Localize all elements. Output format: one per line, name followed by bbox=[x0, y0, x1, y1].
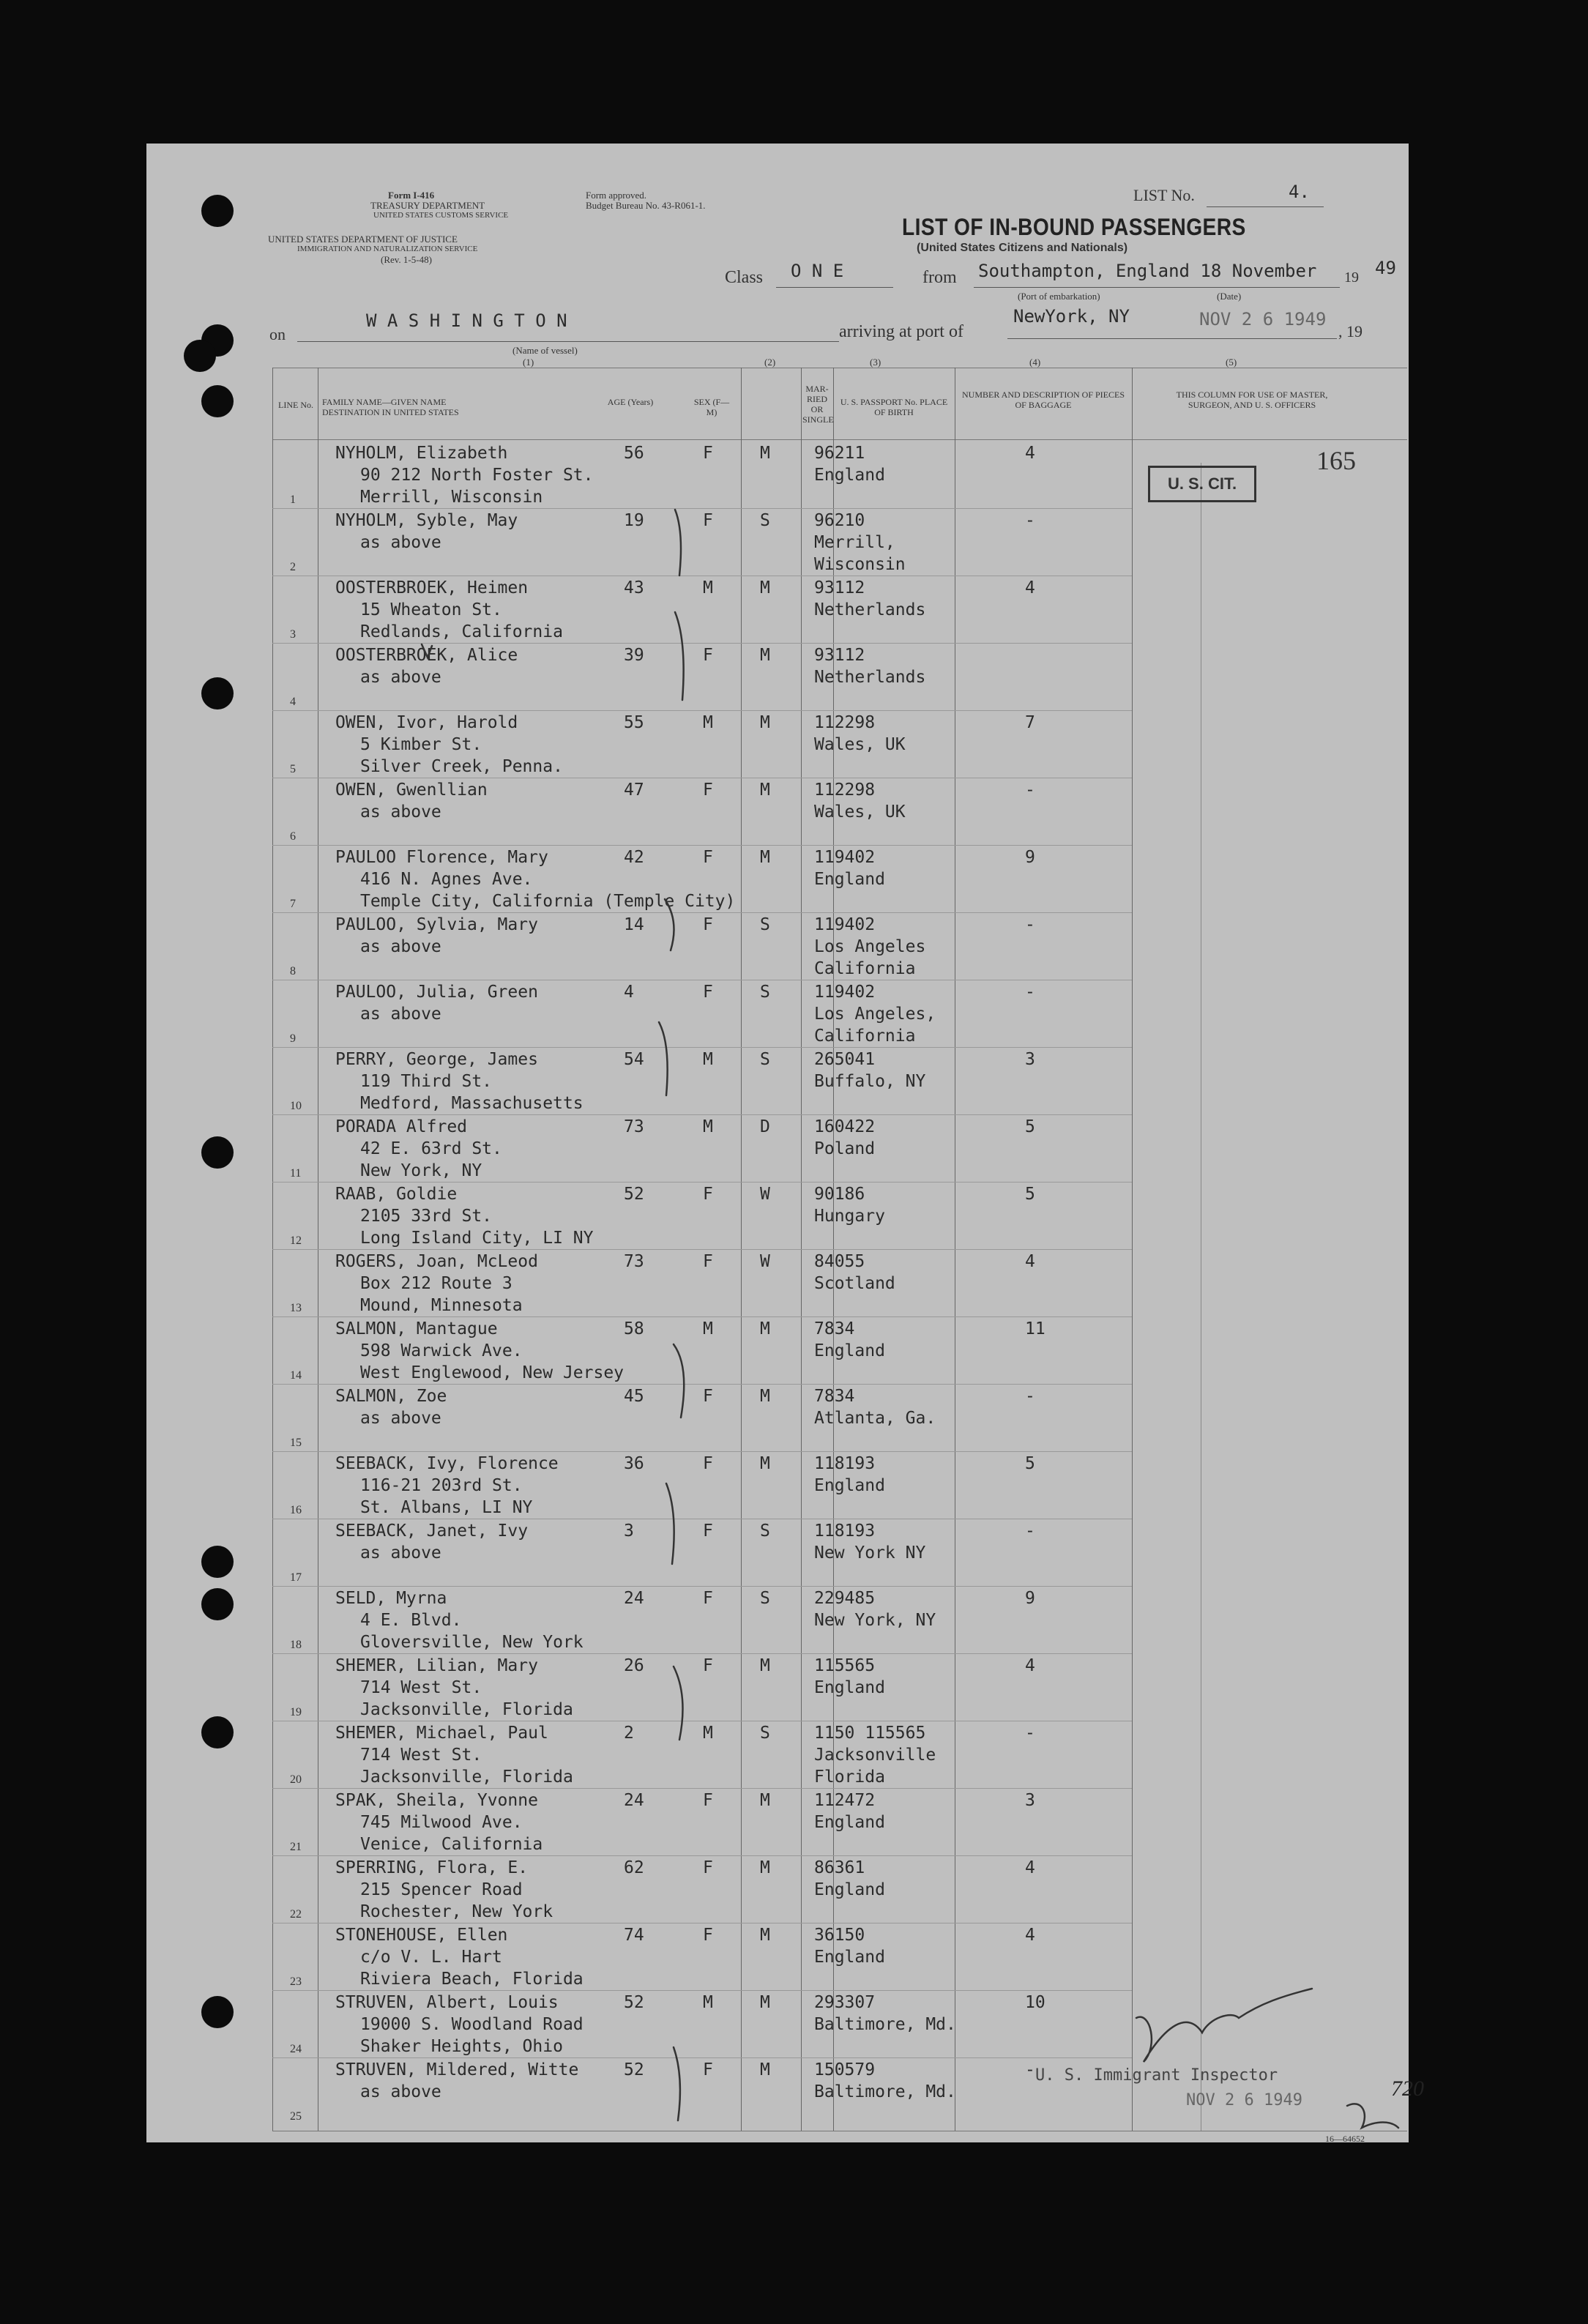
age-cell: 39 bbox=[624, 646, 644, 665]
passenger-name-line: STONEHOUSE, Ellen bbox=[335, 1926, 508, 1945]
age-cell: 45 bbox=[624, 1387, 644, 1406]
baggage-cell: - bbox=[1025, 983, 1035, 1002]
baggage-cell: - bbox=[1025, 1522, 1035, 1541]
passenger-name-line: STRUVEN, Mildered, Witte bbox=[335, 2060, 579, 2079]
line-number: 8 bbox=[290, 965, 296, 977]
passport-line: Baltimore, Md. bbox=[814, 2082, 956, 2101]
date-caption: (Date) bbox=[1217, 291, 1242, 302]
passenger-name-line: 745 Milwood Ave. bbox=[360, 1813, 523, 1832]
passenger-name-line: 2105 33rd St. bbox=[360, 1207, 493, 1226]
class-value: O N E bbox=[791, 261, 844, 281]
passenger-name-line: SALMON, Zoe bbox=[335, 1387, 447, 1406]
from-label: from bbox=[922, 268, 957, 287]
form-title: LIST OF IN-BOUND PASSENGERS bbox=[902, 214, 1246, 240]
marital-status-cell: W bbox=[760, 1185, 770, 1204]
baggage-cell: - bbox=[1025, 2060, 1035, 2079]
inspector-date-stamp: NOV 2 6 1949 bbox=[1186, 2091, 1302, 2109]
age-cell: 54 bbox=[624, 1050, 644, 1069]
marital-status-cell: M bbox=[760, 1858, 770, 1877]
passenger-name-line: as above bbox=[360, 668, 441, 687]
passenger-name-line: as above bbox=[360, 533, 441, 552]
passenger-name-line: Box 212 Route 3 bbox=[360, 1274, 512, 1293]
passenger-name-line: ROGERS, Joan, McLeod bbox=[335, 1252, 538, 1271]
sex-cell: F bbox=[703, 1252, 713, 1271]
list-number-label: LIST No. bbox=[1133, 186, 1195, 204]
col-header-age: AGE (Years) bbox=[607, 397, 654, 407]
age-cell: 62 bbox=[624, 1858, 644, 1877]
passport-line: 119402 bbox=[814, 848, 876, 867]
year-prefix: 19 bbox=[1344, 269, 1359, 286]
sex-cell: F bbox=[703, 1926, 713, 1945]
passport-line: Los Angeles bbox=[814, 937, 926, 956]
passport-line: 7834 bbox=[814, 1387, 855, 1406]
col-header-married: MAR-RIED OR SINGLE bbox=[802, 384, 834, 425]
passenger-name-line: PORADA Alfred bbox=[335, 1117, 468, 1136]
age-cell: 56 bbox=[624, 444, 644, 463]
passport-line: New York NY bbox=[814, 1543, 926, 1563]
marital-status-cell: M bbox=[760, 1319, 770, 1338]
passenger-name-line: OOSTERBROEK, Alice bbox=[335, 646, 518, 665]
line-number: 14 bbox=[290, 1369, 302, 1382]
passenger-name-line: 119 Third St. bbox=[360, 1072, 493, 1091]
line-number: 5 bbox=[290, 763, 296, 775]
passenger-name-line: Venice, California bbox=[360, 1835, 543, 1854]
passport-line: New York, NY bbox=[814, 1611, 936, 1630]
passenger-name-line: OWEN, Ivor, Harold bbox=[335, 713, 518, 732]
col-header-baggage: NUMBER AND DESCRIPTION OF PIECES OF BAGGAGE bbox=[961, 390, 1125, 410]
age-cell: 47 bbox=[624, 781, 644, 800]
marital-status-cell: S bbox=[760, 1724, 770, 1743]
vessel-name: W A S H I N G T O N bbox=[366, 310, 567, 331]
marital-status-cell: M bbox=[760, 781, 770, 800]
sex-cell: F bbox=[703, 444, 713, 463]
from-value: Southampton, England 18 November bbox=[978, 261, 1317, 281]
passenger-name-line: SELD, Myrna bbox=[335, 1589, 447, 1608]
vessel-caption: (Name of vessel) bbox=[512, 345, 578, 356]
age-cell: 19 bbox=[624, 511, 644, 530]
baggage-cell: - bbox=[1025, 1387, 1035, 1406]
marital-status-cell: M bbox=[760, 2060, 770, 2079]
passport-line: Baltimore, Md. bbox=[814, 2015, 956, 2034]
passenger-name-line: West Englewood, New Jersey bbox=[360, 1363, 625, 1382]
line-number: 18 bbox=[290, 1639, 302, 1651]
age-cell: 42 bbox=[624, 848, 644, 867]
passenger-name-line: RAAB, Goldie bbox=[335, 1185, 458, 1204]
passport-line: 86361 bbox=[814, 1858, 865, 1877]
passenger-name-line: SEEBACK, Janet, Ivy bbox=[335, 1522, 529, 1541]
passenger-name-line: 42 E. 63rd St. bbox=[360, 1139, 502, 1158]
sex-cell: F bbox=[703, 1589, 713, 1608]
age-cell: 52 bbox=[624, 2060, 644, 2079]
handwritten-count: 720 bbox=[1391, 2077, 1424, 2101]
passenger-name-line: PAULOO, Julia, Green bbox=[335, 983, 538, 1002]
baggage-cell: 4 bbox=[1025, 1858, 1035, 1877]
col-num-2: (2) bbox=[764, 357, 776, 368]
marital-status-cell: M bbox=[760, 1656, 770, 1675]
line-number: 6 bbox=[290, 830, 296, 843]
passport-line: England bbox=[814, 1341, 885, 1360]
sex-cell: M bbox=[703, 1724, 713, 1743]
passport-line: Wisconsin bbox=[814, 555, 906, 574]
passenger-name-line: as above bbox=[360, 937, 441, 956]
passport-line: 7834 bbox=[814, 1319, 855, 1338]
baggage-cell: 4 bbox=[1025, 578, 1035, 597]
form-subtitle: (United States Citizens and Nationals) bbox=[917, 242, 1128, 254]
baggage-cell: - bbox=[1025, 781, 1035, 800]
passport-line: 93112 bbox=[814, 578, 865, 597]
marital-status-cell: M bbox=[760, 646, 770, 665]
age-cell: 24 bbox=[624, 1589, 644, 1608]
col-header-passport: U. S. PASSPORT No. PLACE OF BIRTH bbox=[840, 397, 948, 417]
passport-line: 93112 bbox=[814, 646, 865, 665]
sex-cell: F bbox=[703, 1522, 713, 1541]
age-cell: 24 bbox=[624, 1791, 644, 1810]
line-number: 12 bbox=[290, 1234, 302, 1247]
line-number: 22 bbox=[290, 1908, 302, 1921]
passenger-name-line: New York, NY bbox=[360, 1161, 482, 1180]
age-cell: 3 bbox=[624, 1522, 634, 1541]
passport-line: 96211 bbox=[814, 444, 865, 463]
passenger-name-line: St. Albans, LI NY bbox=[360, 1498, 533, 1517]
passport-line: Poland bbox=[814, 1139, 876, 1158]
col-num-4: (4) bbox=[1029, 357, 1041, 368]
passenger-name-line: 714 West St. bbox=[360, 1678, 482, 1697]
baggage-cell: 4 bbox=[1025, 1926, 1035, 1945]
passport-line: 112472 bbox=[814, 1791, 876, 1810]
marital-status-cell: M bbox=[760, 848, 770, 867]
arrival-port: NewYork, NY bbox=[1013, 306, 1130, 327]
passport-line: California bbox=[814, 959, 916, 978]
form-approved: Form approved. bbox=[586, 190, 647, 201]
sex-cell: F bbox=[703, 511, 713, 530]
sex-cell: M bbox=[703, 713, 713, 732]
marital-status-cell: D bbox=[760, 1117, 770, 1136]
age-cell: 73 bbox=[624, 1117, 644, 1136]
marital-status-cell: M bbox=[760, 1791, 770, 1810]
form-number: Form I-416 bbox=[388, 190, 435, 201]
col-header-name: FAMILY NAME—GIVEN NAME DESTINATION IN UNITED STATES bbox=[322, 397, 459, 417]
passenger-name-line: PERRY, George, James bbox=[335, 1050, 538, 1069]
passenger-name-line: OWEN, Gwenllian bbox=[335, 781, 488, 800]
sex-cell: M bbox=[703, 1050, 713, 1069]
class-label: Class bbox=[725, 268, 764, 287]
line-number: 15 bbox=[290, 1437, 302, 1449]
line-number: 24 bbox=[290, 2043, 302, 2055]
passport-line: 1150 115565 bbox=[814, 1724, 926, 1743]
sex-cell: F bbox=[703, 2060, 713, 2079]
passenger-name-line: 15 Wheaton St. bbox=[360, 600, 502, 619]
passport-line: Scotland bbox=[814, 1274, 895, 1293]
passport-line: 115565 bbox=[814, 1656, 876, 1675]
passenger-name-line: Long Island City, LI NY bbox=[360, 1229, 594, 1248]
passenger-name-line: Redlands, California bbox=[360, 622, 563, 641]
passport-line: 118193 bbox=[814, 1522, 876, 1541]
passport-line: Buffalo, NY bbox=[814, 1072, 926, 1091]
passport-line: 265041 bbox=[814, 1050, 876, 1069]
baggage-cell: 3 bbox=[1025, 1791, 1035, 1810]
passport-line: 150579 bbox=[814, 2060, 876, 2079]
passport-line: 118193 bbox=[814, 1454, 876, 1473]
passenger-name-line: as above bbox=[360, 1409, 441, 1428]
arrival-date-stamp: NOV 2 6 1949 bbox=[1199, 309, 1327, 329]
marital-status-cell: S bbox=[760, 1522, 770, 1541]
baggage-cell: 9 bbox=[1025, 848, 1035, 867]
baggage-cell: 4 bbox=[1025, 444, 1035, 463]
col-header-line: LINE No. bbox=[278, 400, 313, 410]
sex-cell: F bbox=[703, 1791, 713, 1810]
treasury-dept: TREASURY DEPARTMENT bbox=[370, 200, 485, 211]
passenger-name-line: as above bbox=[360, 1543, 441, 1563]
marital-status-cell: W bbox=[760, 1252, 770, 1271]
passenger-name-line: 416 N. Agnes Ave. bbox=[360, 870, 533, 889]
age-cell: 52 bbox=[624, 1993, 644, 2012]
line-number: 19 bbox=[290, 1706, 302, 1718]
passport-line: Wales, UK bbox=[814, 802, 906, 822]
manifest-page bbox=[146, 144, 1424, 2144]
sex-cell: F bbox=[703, 646, 713, 665]
line-number: 1 bbox=[290, 494, 296, 506]
passport-line: Hungary bbox=[814, 1207, 885, 1226]
passenger-name-line: as above bbox=[360, 1005, 441, 1024]
passport-line: 90186 bbox=[814, 1185, 865, 1204]
baggage-cell: 11 bbox=[1025, 1319, 1045, 1338]
sex-cell: F bbox=[703, 781, 713, 800]
us-citizen-stamp: U. S. CIT. bbox=[1148, 466, 1256, 502]
passport-line: England bbox=[814, 1813, 885, 1832]
passenger-name-line: Shaker Heights, Ohio bbox=[360, 2037, 563, 2056]
marital-status-cell: S bbox=[760, 511, 770, 530]
passenger-name-line: NYHOLM, Elizabeth bbox=[335, 444, 508, 463]
line-number: 23 bbox=[290, 1975, 302, 1988]
passport-line: California bbox=[814, 1027, 916, 1046]
age-cell: 74 bbox=[624, 1926, 644, 1945]
marital-status-cell: S bbox=[760, 915, 770, 934]
line-number: 21 bbox=[290, 1841, 302, 1853]
line-number: 10 bbox=[290, 1100, 302, 1112]
passenger-name-line: SALMON, Mantague bbox=[335, 1319, 498, 1338]
passenger-name-line: STRUVEN, Albert, Louis bbox=[335, 1993, 559, 2012]
passenger-name-line: Rochester, New York bbox=[360, 1902, 553, 1921]
page-number-stamp: 165 bbox=[1316, 446, 1356, 475]
age-cell: 4 bbox=[624, 983, 634, 1002]
line-number: 17 bbox=[290, 1571, 302, 1584]
sex-cell: F bbox=[703, 915, 713, 934]
passenger-name-line: Temple City, California (Temple City) bbox=[360, 892, 736, 911]
passenger-name-line: Medford, Massachusetts bbox=[360, 1094, 584, 1113]
passenger-name-line: Jacksonville, Florida bbox=[360, 1700, 573, 1719]
port-embarkation-caption: (Port of embarkation) bbox=[1018, 291, 1100, 302]
marital-status-cell: M bbox=[760, 713, 770, 732]
passport-line: England bbox=[814, 1948, 885, 1967]
line-number: 20 bbox=[290, 1773, 302, 1786]
passport-line: Atlanta, Ga. bbox=[814, 1409, 936, 1428]
passenger-name-line: SPAK, Sheila, Yvonne bbox=[335, 1791, 538, 1810]
baggage-cell: 4 bbox=[1025, 1656, 1035, 1675]
justice-dept: UNITED STATES DEPARTMENT OF JUSTICE bbox=[268, 234, 458, 245]
passenger-name-line: 598 Warwick Ave. bbox=[360, 1341, 523, 1360]
age-cell: 55 bbox=[624, 713, 644, 732]
passport-line: 119402 bbox=[814, 983, 876, 1002]
passenger-name-line: SHEMER, Michael, Paul bbox=[335, 1724, 548, 1743]
list-number-value: 4. bbox=[1289, 182, 1310, 202]
line-number: 4 bbox=[290, 696, 296, 708]
sex-cell: M bbox=[703, 1117, 713, 1136]
col-header-sex: SEX (F—M) bbox=[693, 397, 730, 417]
marital-status-cell: S bbox=[760, 1589, 770, 1608]
passenger-name-line: Silver Creek, Penna. bbox=[360, 757, 563, 776]
inspector-stamp: U. S. Immigrant Inspector bbox=[1035, 2066, 1278, 2085]
passenger-name-line: as above bbox=[360, 802, 441, 822]
line-number: 2 bbox=[290, 561, 296, 573]
passport-line: 36150 bbox=[814, 1926, 865, 1945]
line-number: 3 bbox=[290, 628, 296, 641]
marital-status-cell: M bbox=[760, 444, 770, 463]
form-code: 16—64652 bbox=[1325, 2134, 1365, 2144]
sex-cell: F bbox=[703, 1454, 713, 1473]
passport-line: 96210 bbox=[814, 511, 865, 530]
line-number: 16 bbox=[290, 1504, 302, 1516]
baggage-cell: 3 bbox=[1025, 1050, 1035, 1069]
passenger-name-line: PAULOO Florence, Mary bbox=[335, 848, 548, 867]
sex-cell: F bbox=[703, 1387, 713, 1406]
marital-status-cell: M bbox=[760, 1454, 770, 1473]
marital-status-cell: M bbox=[760, 1993, 770, 2012]
line-number: 25 bbox=[290, 2110, 302, 2123]
passenger-name-line: OOSTERBROEK, Heimen bbox=[335, 578, 529, 597]
sex-cell: F bbox=[703, 1858, 713, 1877]
passenger-name-line: Jacksonville, Florida bbox=[360, 1768, 573, 1787]
sex-cell: F bbox=[703, 848, 713, 867]
passport-line: England bbox=[814, 1880, 885, 1899]
passport-line: England bbox=[814, 1476, 885, 1495]
passenger-name-line: 4 E. Blvd. bbox=[360, 1611, 462, 1630]
marital-status-cell: S bbox=[760, 1050, 770, 1069]
passport-line: Jacksonville bbox=[814, 1746, 936, 1765]
passport-line: England bbox=[814, 466, 885, 485]
passenger-name-line: Merrill, Wisconsin bbox=[360, 488, 543, 507]
passenger-name-line: as above bbox=[360, 2082, 441, 2101]
passenger-name-line: 19000 S. Woodland Road bbox=[360, 2015, 584, 2034]
budget-bureau: Budget Bureau No. 43-R061-1. bbox=[586, 200, 706, 211]
line-number: 7 bbox=[290, 898, 296, 910]
baggage-cell: 7 bbox=[1025, 713, 1035, 732]
passenger-name-line: Mound, Minnesota bbox=[360, 1296, 523, 1315]
passenger-name-line: c/o V. L. Hart bbox=[360, 1948, 502, 1967]
passport-line: 160422 bbox=[814, 1117, 876, 1136]
baggage-cell: 5 bbox=[1025, 1185, 1035, 1204]
line-number: 11 bbox=[290, 1167, 302, 1180]
on-label: on bbox=[269, 325, 286, 343]
age-cell: 26 bbox=[624, 1656, 644, 1675]
passenger-name-line: PAULOO, Sylvia, Mary bbox=[335, 915, 538, 934]
handwriting-marks bbox=[146, 144, 1409, 2142]
age-cell: 43 bbox=[624, 578, 644, 597]
arriving-label: arriving at port of bbox=[839, 322, 963, 341]
passport-line: Los Angeles, bbox=[814, 1005, 936, 1024]
passenger-name-line: 215 Spencer Road bbox=[360, 1880, 523, 1899]
baggage-cell: - bbox=[1025, 1724, 1035, 1743]
passenger-name-line: Gloversville, New York bbox=[360, 1633, 584, 1652]
col-num-3: (3) bbox=[870, 357, 881, 368]
age-cell: 58 bbox=[624, 1319, 644, 1338]
baggage-cell: 4 bbox=[1025, 1252, 1035, 1271]
passenger-name-line: 90 212 North Foster St. bbox=[360, 466, 594, 485]
line-number: 13 bbox=[290, 1302, 302, 1314]
marital-status-cell: M bbox=[760, 1926, 770, 1945]
passport-line: 293307 bbox=[814, 1993, 876, 2012]
age-cell: 36 bbox=[624, 1454, 644, 1473]
passport-line: 84055 bbox=[814, 1252, 865, 1271]
baggage-cell: - bbox=[1025, 511, 1035, 530]
year-value: 49 bbox=[1375, 258, 1396, 278]
passport-line: England bbox=[814, 1678, 885, 1697]
sex-cell: F bbox=[703, 983, 713, 1002]
passport-line: Florida bbox=[814, 1768, 885, 1787]
baggage-cell: 5 bbox=[1025, 1117, 1035, 1136]
baggage-cell: 5 bbox=[1025, 1454, 1035, 1473]
revision: (Rev. 1-5-48) bbox=[381, 254, 432, 265]
age-cell: 14 bbox=[624, 915, 644, 934]
passport-line: Netherlands bbox=[814, 668, 926, 687]
marital-status-cell: M bbox=[760, 1387, 770, 1406]
baggage-cell: - bbox=[1025, 915, 1035, 934]
age-cell: 52 bbox=[624, 1185, 644, 1204]
passenger-name-line: NYHOLM, Syble, May bbox=[335, 511, 518, 530]
sex-cell: M bbox=[703, 1319, 713, 1338]
marital-status-cell: M bbox=[760, 578, 770, 597]
passport-line: Netherlands bbox=[814, 600, 926, 619]
passport-line: 119402 bbox=[814, 915, 876, 934]
col-header-officers: THIS COLUMN FOR USE OF MASTER, SURGEON, AND U. S. OFFICERS bbox=[1176, 390, 1328, 410]
passport-line: Merrill, bbox=[814, 533, 895, 552]
sex-cell: M bbox=[703, 1993, 713, 2012]
baggage-cell: 10 bbox=[1025, 1993, 1045, 2012]
passenger-name-line: SEEBACK, Ivy, Florence bbox=[335, 1454, 559, 1473]
age-cell: 73 bbox=[624, 1252, 644, 1271]
marital-status-cell: S bbox=[760, 983, 770, 1002]
passenger-name-line: 714 West St. bbox=[360, 1746, 482, 1765]
passenger-name-line: 116-21 203rd St. bbox=[360, 1476, 523, 1495]
sex-cell: M bbox=[703, 578, 713, 597]
passenger-name-line: SPERRING, Flora, E. bbox=[335, 1858, 529, 1877]
col-num-1: (1) bbox=[523, 357, 534, 368]
passport-line: England bbox=[814, 870, 885, 889]
ins-service: IMMIGRATION AND NATURALIZATION SERVICE bbox=[297, 245, 478, 253]
sex-cell: F bbox=[703, 1656, 713, 1675]
year-suffix: , 19 bbox=[1338, 322, 1363, 340]
sex-cell: F bbox=[703, 1185, 713, 1204]
baggage-cell: 9 bbox=[1025, 1589, 1035, 1608]
customs-service: UNITED STATES CUSTOMS SERVICE bbox=[373, 211, 509, 220]
passport-line: 229485 bbox=[814, 1589, 876, 1608]
line-number: 9 bbox=[290, 1032, 296, 1045]
passenger-name-line: SHEMER, Lilian, Mary bbox=[335, 1656, 538, 1675]
passport-line: 112298 bbox=[814, 781, 876, 800]
passenger-name-line: 5 Kimber St. bbox=[360, 735, 482, 754]
passenger-name-line: Riviera Beach, Florida bbox=[360, 1970, 584, 1989]
age-cell: 2 bbox=[624, 1724, 634, 1743]
passport-line: 112298 bbox=[814, 713, 876, 732]
passport-line: Wales, UK bbox=[814, 735, 906, 754]
col-num-5: (5) bbox=[1226, 357, 1237, 368]
